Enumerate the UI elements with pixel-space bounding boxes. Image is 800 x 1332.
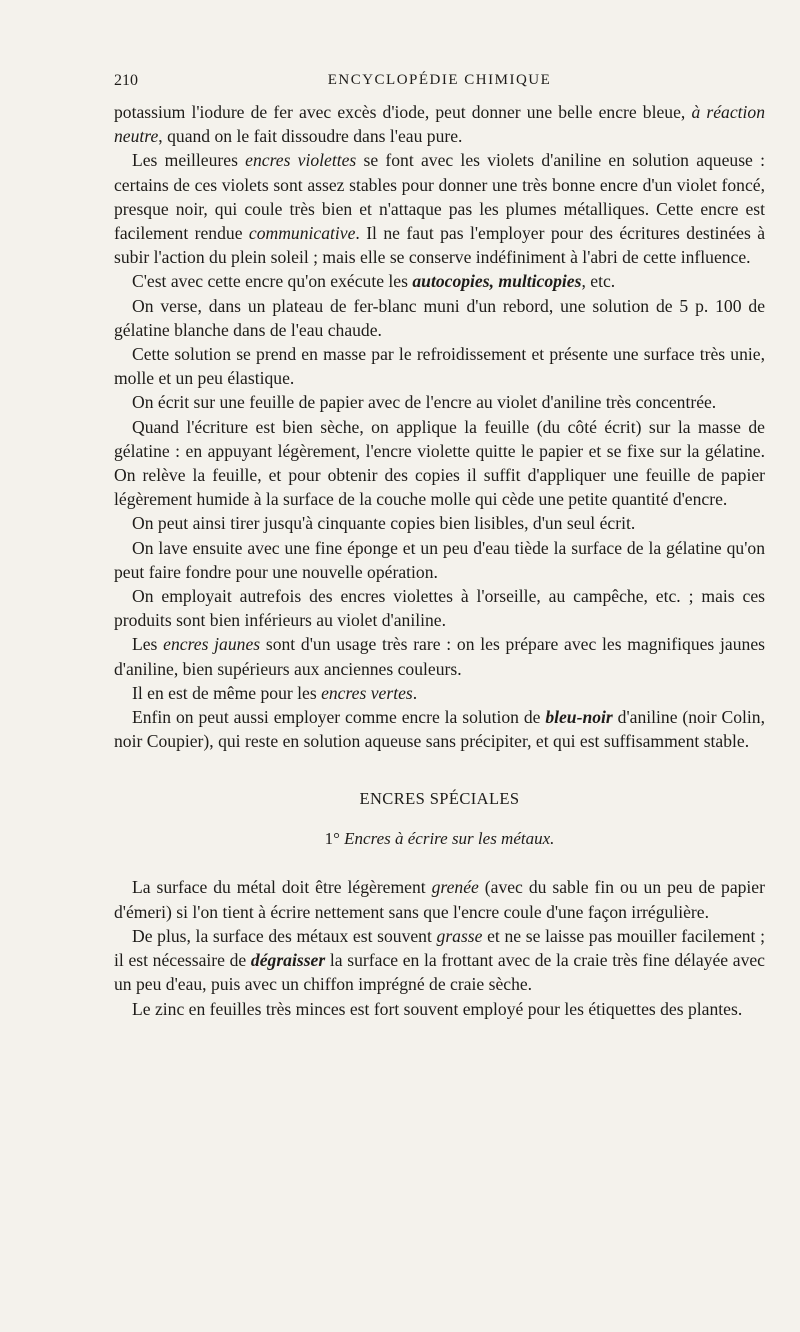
subsection-number: 1° — [324, 829, 340, 849]
book-page — [114, 70, 765, 1021]
paragraph — [114, 705, 765, 753]
text-run: De plus, la surface des métaux est souvent — [132, 925, 437, 946]
text-run: On verse, dans un plateau de fer-blanc muni d'un rebord, une solution de 5 p. 100 de gélatine blanche dans de l'eau chaude. — [114, 295, 765, 340]
paragraph — [114, 415, 765, 512]
section-text — [114, 875, 765, 1020]
text-run: (avec du sable fin ou un peu de papier d'émeri) si l'on tient à écrire nettement sans que l'encre coule d'une façon irrégulière. — [114, 877, 765, 922]
paragraph — [114, 269, 765, 293]
body-text — [114, 100, 765, 753]
paragraph — [114, 875, 765, 923]
text-run: Cette solution se prend en masse par le refroidissement et présente une surface très unie, molle et un peu élastique. — [114, 344, 765, 389]
page-number: 210 — [114, 72, 138, 89]
paragraph — [114, 100, 765, 148]
paragraph — [114, 294, 765, 342]
text-run: On lave ensuite avec une fine éponge et un peu d'eau tiède la surface de la gélatine qu'on peut faire fondre pour une nouvelle opération. — [114, 537, 765, 582]
emphasis-text: dégraisser — [250, 950, 326, 971]
text-run: , etc. — [581, 271, 616, 292]
text-run: Quand l'écriture est bien sèche, on applique la feuille (du côté écrit) sur la masse de gélatine : en appuyant légèrement, l'encre violette quitte le papier et se fixe sur la gélatine. On relève la feuille, et pour obtenir des copies il suffit d'appliquer une feuille de papier légèrement humide à la surface de la couche molle qui cède une petite quantité d'encre. — [114, 416, 765, 510]
paragraph — [114, 584, 765, 632]
text-run: La surface du métal doit être légèrement — [132, 877, 432, 898]
text-run: et ne se laisse pas mouiller facilement ; il est nécessaire de — [114, 925, 765, 971]
emphasis-text: encres vertes — [321, 682, 413, 703]
paragraph — [114, 632, 765, 680]
text-run: , quand on le fait dissoudre dans l'eau pure. — [158, 126, 463, 147]
emphasis-text: encres violettes — [245, 150, 357, 171]
emphasis-text: à réaction neutre — [114, 102, 765, 147]
emphasis-text: bleu-noir — [545, 707, 613, 728]
emphasis-text: communicative — [248, 223, 356, 244]
text-run: la surface en la frottant avec de la craie très fine délayée avec un peu d'eau, puis avec un chiffon imprégné de craie sèche. — [114, 950, 765, 995]
running-head — [114, 70, 765, 100]
text-run: . — [412, 682, 418, 703]
text-run: potassium l'iodure de fer avec excès d'iode, peut donner une belle encre bleue, — [114, 102, 692, 122]
subsection-title — [114, 829, 765, 853]
paragraph — [114, 342, 765, 390]
text-run: Il en est de même pour les — [132, 682, 322, 703]
text-run: On employait autrefois des encres violettes à l'orseille, au campêche, etc. ; mais ces produits sont bien inférieurs au violet d'aniline. — [114, 586, 765, 631]
text-run: On écrit sur une feuille de papier avec de l'encre au violet d'aniline très concentrée. — [132, 392, 717, 413]
paragraph — [114, 390, 765, 414]
section-title: ENCRES SPÉCIALES — [359, 789, 520, 809]
paragraph — [114, 681, 765, 705]
text-run: Le zinc en feuilles très minces est fort souvent employé pour les étiquettes des plantes. — [132, 998, 743, 1019]
text-run: . Il ne faut pas l'employer pour des écritures destinées à subir l'action du plein soleil ; mais elle se conserve indéfiniment à l'abri de cette influence. — [114, 223, 765, 268]
paragraph — [114, 997, 765, 1021]
paragraph — [114, 924, 765, 997]
text-run: sont d'un usage très rare : on les prépare avec les magnifiques jaunes d'aniline, bien supérieurs aux anciennes couleurs. — [114, 634, 765, 679]
paragraph — [114, 511, 765, 535]
text-run: se font avec les violets d'aniline en solution aqueuse : certains de ces violets sont assez stables pour donner une très bonne encre d'un violet foncé, presque noir, qui coule très bien et n'attaque pas les plumes métalliques. Cette encre est facilement rendue — [114, 150, 765, 244]
emphasis-text: grasse — [436, 925, 483, 946]
emphasis-text: grenée — [431, 877, 479, 898]
paragraph — [114, 148, 765, 269]
text-run: C'est avec cette encre qu'on exécute les — [132, 271, 413, 292]
subsection-title-text: Encres à écrire sur les métaux. — [344, 829, 555, 849]
text-run: d'aniline (noir Colin, noir Coupier), qui reste en solution aqueuse sans précipiter, et qui est suffisamment stable. — [114, 707, 765, 752]
text-run: On peut ainsi tirer jusqu'à cinquante copies bien lisibles, d'un seul écrit. — [132, 513, 636, 534]
emphasis-text: autocopies, multicopies — [412, 271, 582, 292]
text-run: Les meilleures — [132, 150, 246, 171]
running-title: ENCYCLOPÉDIE CHIMIQUE — [327, 72, 552, 88]
emphasis-text: encres jaunes — [163, 634, 261, 655]
text-run: Enfin on peut aussi employer comme encre la solution de — [132, 707, 546, 728]
paragraph — [114, 536, 765, 584]
text-run: Les — [132, 634, 164, 655]
